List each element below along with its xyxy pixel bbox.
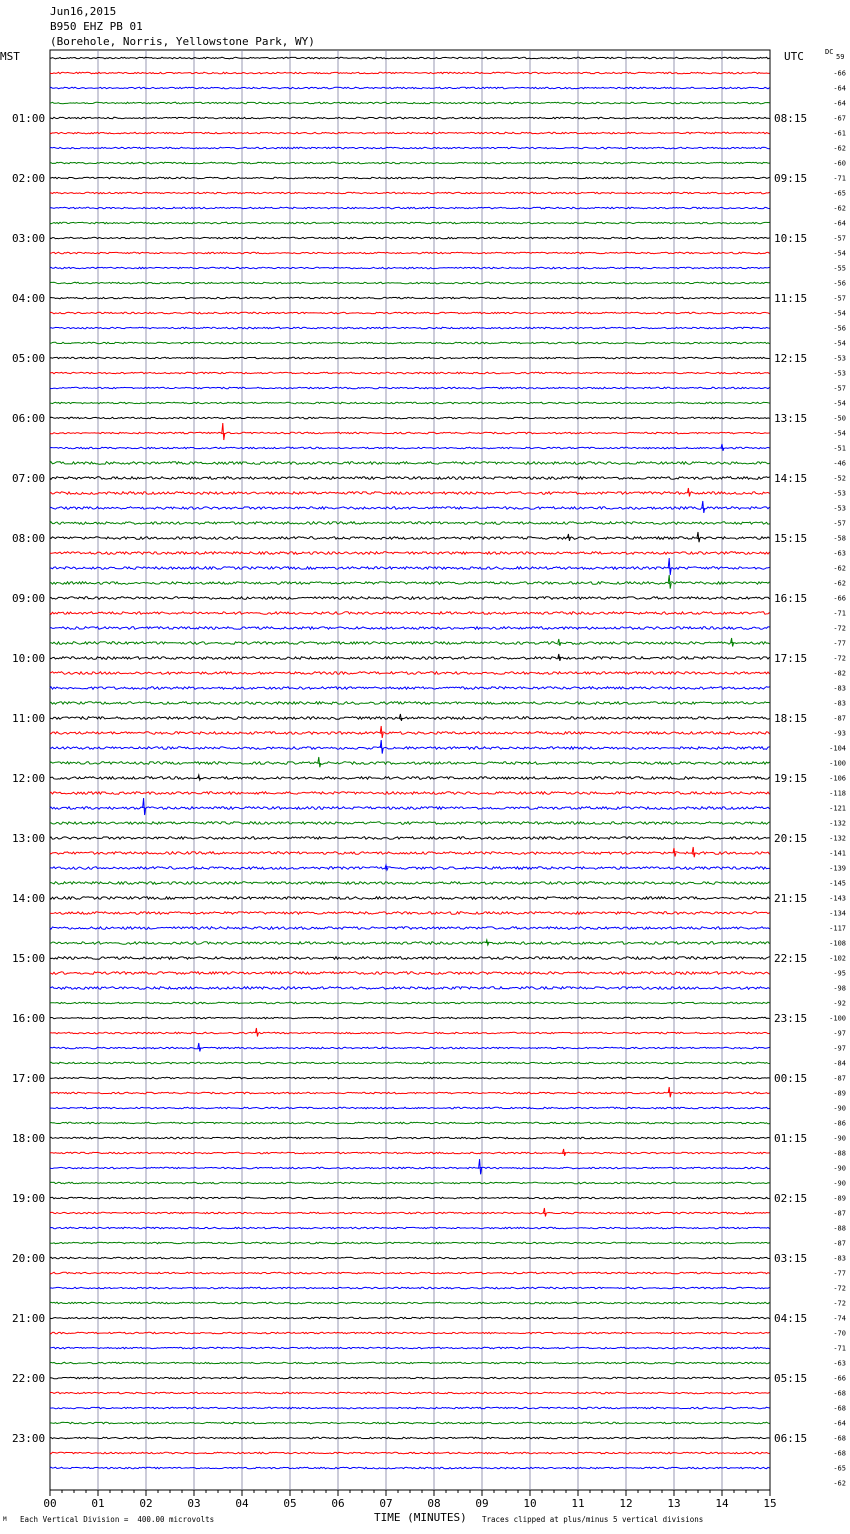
- trace-line-76: [50, 1197, 770, 1199]
- trace-line-29: [50, 488, 770, 497]
- trace-line-60: [50, 957, 770, 960]
- dc-offset-label: -95: [833, 969, 846, 978]
- trace-line-13: [50, 252, 770, 254]
- trace-line-43: [50, 702, 770, 705]
- trace-line-16: [50, 297, 770, 299]
- trace-line-80: [50, 1257, 770, 1259]
- trace-line-78: [50, 1227, 770, 1229]
- right-hour-label: 13:15: [774, 412, 808, 425]
- dc-offset-label: -62: [833, 204, 846, 213]
- trace-line-86: [50, 1347, 770, 1349]
- right-hour-label: 05:15: [774, 1372, 808, 1385]
- right-hour-label: 20:15: [774, 832, 808, 845]
- dc-offset-label: -65: [833, 1464, 846, 1473]
- dc-offset-label: -87: [833, 1239, 846, 1248]
- dc-offset-label: -68: [833, 1389, 846, 1398]
- dc-offset-label: -106: [829, 774, 846, 783]
- dc-offset-label: -64: [833, 219, 846, 228]
- trace-line-34: [50, 558, 770, 575]
- dc-offset-label: -145: [829, 879, 846, 888]
- trace-line-39: [50, 638, 770, 647]
- trace-line-57: [50, 912, 770, 915]
- trace-line-15: [50, 282, 770, 284]
- x-tick-label: 08: [427, 1497, 441, 1510]
- dc-offset-label: -72: [833, 624, 846, 633]
- dc-offset-label: -88: [833, 1149, 846, 1158]
- dc-offset-label: -118: [829, 789, 846, 798]
- trace-line-14: [50, 267, 770, 269]
- left-hour-label: 04:00: [12, 292, 46, 305]
- left-hour-label: 08:00: [12, 532, 46, 545]
- trace-line-90: [50, 1407, 770, 1409]
- trace-line-67: [50, 1062, 770, 1064]
- x-tick-label: 01: [91, 1497, 105, 1510]
- dc-offset-label: -84: [833, 1059, 846, 1068]
- trace-line-74: [50, 1159, 770, 1174]
- dc-offset-label: -56: [833, 279, 846, 288]
- dc-offset-label: -83: [833, 1254, 846, 1263]
- x-tick-label: 10: [523, 1497, 537, 1510]
- right-hour-label: 23:15: [774, 1012, 808, 1025]
- dc-offset-label: -87: [833, 1074, 846, 1083]
- x-tick-label: 09: [475, 1497, 489, 1510]
- trace-line-70: [50, 1107, 770, 1109]
- left-hour-label: 22:00: [12, 1372, 46, 1385]
- dc-offset-label: -77: [833, 639, 846, 648]
- plot-frame: [50, 50, 770, 1490]
- right-hour-label: 00:15: [774, 1072, 808, 1085]
- dc-offset-label: -57: [833, 384, 846, 393]
- trace-line-71: [50, 1122, 770, 1124]
- trace-line-6: [50, 147, 770, 149]
- left-hour-label: 21:00: [12, 1312, 46, 1325]
- dc-offset-label: -90: [833, 1179, 846, 1188]
- dc-offset-label: -50: [833, 414, 846, 423]
- trace-line-64: [50, 1017, 770, 1019]
- x-tick-label: 06: [331, 1497, 345, 1510]
- right-hour-label: 08:15: [774, 112, 808, 125]
- dc-offset-label: -71: [833, 609, 846, 618]
- trace-line-55: [50, 882, 770, 885]
- left-hour-label: 01:00: [12, 112, 46, 125]
- trace-line-42: [50, 687, 770, 690]
- trace-line-59: [50, 940, 770, 945]
- left-hour-label: 12:00: [12, 772, 46, 785]
- dc-offset-label: -141: [829, 849, 846, 858]
- dc-offset-label: -68: [833, 1434, 846, 1443]
- trace-line-66: [50, 1043, 770, 1052]
- trace-line-25: [50, 423, 770, 440]
- dc-offset-label: -70: [833, 1329, 846, 1338]
- trace-line-77: [50, 1208, 770, 1217]
- left-hour-label: 07:00: [12, 472, 46, 485]
- clip-note: Traces clipped at plus/minus 5 vertical divisions: [482, 1515, 704, 1524]
- dc-offset-label: -102: [829, 954, 846, 963]
- trace-line-61: [50, 972, 770, 975]
- dc-offset-label: -53: [833, 369, 846, 378]
- right-hour-label: 01:15: [774, 1132, 808, 1145]
- dc-offset-label: -143: [829, 894, 846, 903]
- trace-line-27: [50, 462, 770, 465]
- dc-offset-label: -117: [829, 924, 846, 933]
- dc-offset-label: -62: [833, 579, 846, 588]
- x-tick-label: 12: [619, 1497, 633, 1510]
- dc-offset-label: -90: [833, 1104, 846, 1113]
- dc-offset-label: -108: [829, 939, 846, 948]
- dc-offset-label: -68: [833, 1449, 846, 1458]
- trace-line-38: [50, 627, 770, 630]
- trace-line-91: [50, 1422, 770, 1424]
- location-label: (Borehole, Norris, Yellowstone Park, WY): [50, 35, 315, 48]
- left-hour-label: 03:00: [12, 232, 46, 245]
- dc-offset-label: -54: [833, 399, 846, 408]
- dc-offset-label: -57: [833, 294, 846, 303]
- left-hour-labels: [12, 112, 45, 1445]
- trace-line-51: [50, 822, 770, 825]
- x-tick-labels: [43, 1490, 776, 1510]
- trace-line-52: [50, 837, 770, 840]
- trace-line-54: [50, 865, 770, 870]
- right-hour-label: 19:15: [774, 772, 808, 785]
- dc-offset-label: -53: [833, 354, 846, 363]
- dc-offset-label: -54: [833, 429, 846, 438]
- dc-label: DC: [825, 48, 834, 56]
- trace-line-17: [50, 312, 770, 314]
- trace-line-73: [50, 1149, 770, 1156]
- dc-offset-label: -54: [833, 249, 846, 258]
- trace-line-4: [50, 117, 770, 119]
- x-tick-label: 00: [43, 1497, 57, 1510]
- dc-offset-label: -60: [833, 159, 846, 168]
- trace-line-89: [50, 1392, 770, 1394]
- dc-offset-label: -62: [833, 1479, 846, 1488]
- dc-offset-label: -100: [829, 759, 846, 768]
- x-tick-label: 11: [571, 1497, 585, 1510]
- left-hour-label: 05:00: [12, 352, 46, 365]
- trace-line-82: [50, 1287, 770, 1289]
- trace-line-18: [50, 327, 770, 329]
- trace-line-1: [50, 72, 770, 74]
- left-hour-label: 09:00: [12, 592, 46, 605]
- trace-line-85: [50, 1332, 770, 1334]
- dc-offset-label: -53: [833, 504, 846, 513]
- dc-offset-label: -66: [833, 69, 846, 78]
- right-hour-label: 03:15: [774, 1252, 808, 1265]
- dc-offset-label: -90: [833, 1134, 846, 1143]
- left-hour-label: 18:00: [12, 1132, 46, 1145]
- trace-line-33: [50, 552, 770, 555]
- left-timezone-label: MST: [0, 50, 20, 63]
- right-hour-label: 10:15: [774, 232, 808, 245]
- right-hour-label: 14:15: [774, 472, 808, 485]
- right-hour-label: 21:15: [774, 892, 808, 905]
- dc-offset-label: -89: [833, 1194, 846, 1203]
- trace-line-69: [50, 1087, 770, 1097]
- dc-offset-label: -54: [833, 339, 846, 348]
- dc-offset-label: -86: [833, 1119, 846, 1128]
- trace-line-50: [50, 798, 770, 815]
- trace-line-40: [50, 654, 770, 661]
- trace-line-63: [50, 1002, 770, 1004]
- trace-line-41: [50, 672, 770, 675]
- dc-offset-label: -98: [833, 984, 846, 993]
- left-hour-label: 15:00: [12, 952, 46, 965]
- x-tick-label: 14: [715, 1497, 729, 1510]
- right-timezone-label: UTC: [784, 50, 804, 63]
- dc-offset-label: -139: [829, 864, 846, 873]
- dc-offset-label: -66: [833, 594, 846, 603]
- right-hour-label: 12:15: [774, 352, 808, 365]
- trace-line-62: [50, 987, 770, 990]
- dc-offset-label: -58: [833, 534, 846, 543]
- trace-line-44: [50, 714, 770, 721]
- left-hour-label: 17:00: [12, 1072, 46, 1085]
- date-label: Jun16,2015: [50, 5, 117, 18]
- dc-offset-label: -54: [833, 309, 846, 318]
- trace-line-21: [50, 372, 770, 374]
- dc-offset-label: -88: [833, 1224, 846, 1233]
- dc-offset-label: -132: [829, 819, 846, 828]
- dc-offset-label: -74: [833, 1314, 846, 1323]
- dc-offset-label: -46: [833, 459, 846, 468]
- trace-line-36: [50, 597, 770, 600]
- right-hour-label: 18:15: [774, 712, 808, 725]
- x-tick-label: 07: [379, 1497, 393, 1510]
- dc-offset-label: -132: [829, 834, 846, 843]
- trace-line-88: [50, 1377, 770, 1379]
- trace-line-46: [50, 740, 770, 754]
- trace-line-79: [50, 1242, 770, 1244]
- right-hour-label: 06:15: [774, 1432, 808, 1445]
- right-hour-label: 09:15: [774, 172, 808, 185]
- trace-line-87: [50, 1362, 770, 1364]
- right-hour-label: 02:15: [774, 1192, 808, 1205]
- dc-offset-label: -82: [833, 669, 846, 678]
- trace-line-7: [50, 162, 770, 164]
- dc-offset-label: -71: [833, 1344, 846, 1353]
- trace-line-22: [50, 387, 770, 389]
- dc-offset-label: -62: [833, 564, 846, 573]
- trace-line-28: [50, 477, 770, 480]
- trace-line-35: [50, 575, 770, 589]
- trace-line-11: [50, 222, 770, 224]
- dc-offset-label: -72: [833, 1299, 846, 1308]
- dc-offset-label: -90: [833, 1164, 846, 1173]
- trace-line-75: [50, 1182, 770, 1184]
- dc-offset-label: -62: [833, 144, 846, 153]
- trace-line-32: [50, 532, 770, 542]
- dc-offset-label: -66: [833, 1374, 846, 1383]
- dc-offset-label: -57: [833, 519, 846, 528]
- x-tick-label: 05: [283, 1497, 297, 1510]
- dc-offset-label: -92: [833, 999, 846, 1008]
- dc-offset-label: -55: [833, 264, 846, 273]
- trace-line-65: [50, 1028, 770, 1037]
- dc-offset-label: -56: [833, 324, 846, 333]
- dc-offset-label: -100: [829, 1014, 846, 1023]
- trace-line-2: [50, 87, 770, 89]
- trace-line-37: [50, 612, 770, 615]
- dc-offset-label: -61: [833, 129, 846, 138]
- dc-offset-label: -93: [833, 729, 846, 738]
- trace-line-8: [50, 177, 770, 179]
- right-hour-label: 16:15: [774, 592, 808, 605]
- dc-offset-label: -53: [833, 489, 846, 498]
- station-label: B950 EHZ PB 01: [50, 20, 143, 33]
- dc-offset-label: -83: [833, 699, 846, 708]
- trace-line-0: [50, 57, 770, 59]
- trace-line-81: [50, 1272, 770, 1274]
- dc-offset-label: -65: [833, 189, 846, 198]
- trace-line-94: [50, 1467, 770, 1469]
- left-hour-label: 10:00: [12, 652, 46, 665]
- trace-line-83: [50, 1302, 770, 1304]
- right-hour-label: 15:15: [774, 532, 808, 545]
- trace-line-12: [50, 237, 770, 239]
- dc-offset-label: -87: [833, 714, 846, 723]
- x-tick-label: 04: [235, 1497, 249, 1510]
- trace-line-56: [50, 897, 770, 900]
- trace-line-31: [50, 522, 770, 525]
- trace-line-23: [50, 402, 770, 404]
- dc-offset-label: -97: [833, 1044, 846, 1053]
- dc-offset-label: -67: [833, 114, 846, 123]
- dc-offset-label: -63: [833, 1359, 846, 1368]
- right-hour-label: 11:15: [774, 292, 808, 305]
- trace-line-93: [50, 1452, 770, 1454]
- dc-offset-labels: [829, 70, 846, 1488]
- right-hour-label: 17:15: [774, 652, 808, 665]
- trace-line-48: [50, 775, 770, 780]
- dc-offset-label: -51: [833, 444, 846, 453]
- dc-offset-label: -64: [833, 1419, 846, 1428]
- scale-label: Each Vertical Division = 400.00 microvolts: [20, 1515, 215, 1524]
- dc-offset-label: -121: [829, 804, 846, 813]
- dc-offset-label: -77: [833, 1269, 846, 1278]
- left-hour-label: 06:00: [12, 412, 46, 425]
- dc-offset-label: -87: [833, 1209, 846, 1218]
- trace-line-49: [50, 792, 770, 795]
- x-tick-label: 15: [763, 1497, 777, 1510]
- x-tick-label: 03: [187, 1497, 201, 1510]
- left-hour-label: 23:00: [12, 1432, 46, 1445]
- dc-offset-label: -57: [833, 234, 846, 243]
- trace-line-84: [50, 1317, 770, 1319]
- left-hour-label: 19:00: [12, 1192, 46, 1205]
- trace-line-68: [50, 1077, 770, 1079]
- trace-line-5: [50, 132, 770, 134]
- trace-lines: [50, 57, 770, 1469]
- left-hour-label: 13:00: [12, 832, 46, 845]
- trace-line-9: [50, 192, 770, 194]
- left-hour-label: 11:00: [12, 712, 46, 725]
- trace-line-72: [50, 1137, 770, 1139]
- trace-line-53: [50, 847, 770, 857]
- trace-line-26: [50, 444, 770, 451]
- dc-offset-label: -72: [833, 1284, 846, 1293]
- right-hour-label: 22:15: [774, 952, 808, 965]
- dc-offset-label: -83: [833, 684, 846, 693]
- right-hour-labels: [774, 112, 807, 1445]
- trace-line-10: [50, 207, 770, 209]
- trace-line-3: [50, 102, 770, 104]
- trace-line-19: [50, 342, 770, 344]
- x-tick-label: 13: [667, 1497, 681, 1510]
- corner-mark: M: [3, 1516, 7, 1523]
- dc-offset-label: -52: [833, 474, 846, 483]
- dc-offset-label: -71: [833, 174, 846, 183]
- left-hour-label: 16:00: [12, 1012, 46, 1025]
- trace-line-47: [50, 757, 770, 767]
- dc-offset-label: -64: [833, 99, 846, 108]
- x-tick-label: 02: [139, 1497, 153, 1510]
- chart-grid: [50, 50, 770, 1490]
- dc-offset-label: -72: [833, 654, 846, 663]
- dc-offset-label: -64: [833, 84, 846, 93]
- x-axis-title: TIME (MINUTES): [374, 1511, 467, 1524]
- dc-offset-label: -104: [829, 744, 846, 753]
- trace-line-20: [50, 357, 770, 359]
- trace-line-45: [50, 726, 770, 738]
- trace-line-24: [50, 417, 770, 419]
- dc-offset-label: -89: [833, 1089, 846, 1098]
- dc-offset-label: -68: [833, 1404, 846, 1413]
- trace-line-30: [50, 501, 770, 513]
- trace-line-92: [50, 1437, 770, 1439]
- left-hour-label: 20:00: [12, 1252, 46, 1265]
- dc-offset-label: -97: [833, 1029, 846, 1038]
- trace-line-58: [50, 927, 770, 930]
- left-hour-label: 14:00: [12, 892, 46, 905]
- left-hour-label: 02:00: [12, 172, 46, 185]
- dc-offset-label: -134: [829, 909, 846, 918]
- right-hour-label: 04:15: [774, 1312, 808, 1325]
- dc-value-label: 59: [836, 53, 845, 61]
- dc-offset-label: -63: [833, 549, 846, 558]
